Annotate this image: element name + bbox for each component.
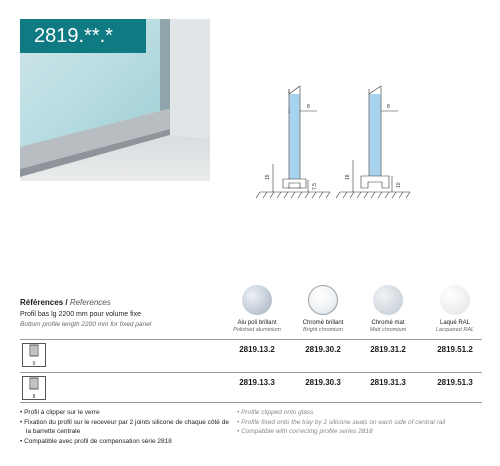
reference-code: 2819.30.3 bbox=[305, 378, 341, 387]
diagram-1-dim-top: 8 bbox=[307, 104, 310, 110]
references-description-fr: Profil bas lg 2200 mm pour volume fixe bbox=[20, 311, 141, 318]
finish-swatch-matt-chromium bbox=[373, 285, 403, 315]
diagram-profile-8 bbox=[336, 86, 410, 198]
glass-profile-icon bbox=[23, 344, 45, 360]
features-list-en bbox=[237, 408, 447, 437]
diagram-1-dim-right: 7,5 bbox=[312, 183, 318, 190]
diagram-2-dim-right: 10 bbox=[396, 182, 402, 188]
profile-icon-6 bbox=[22, 343, 46, 367]
product-reference-badge: 2819.**.* bbox=[20, 19, 146, 53]
profile-number: 6 bbox=[32, 361, 36, 367]
diagram-2-dim-top: 8 bbox=[387, 104, 390, 110]
table-divider bbox=[20, 339, 482, 340]
finish-label-2: Chromé brillant bbox=[302, 320, 344, 326]
feature-item: • Profil à clipper sur le verre bbox=[20, 409, 100, 416]
diagram-2-dim-left: 18 bbox=[345, 174, 351, 180]
feature-item: • Compatible avec profil de compensation série 2818 bbox=[20, 437, 172, 445]
finish-label-1-en: Polished aluminium bbox=[233, 327, 281, 333]
profile-number: 8 bbox=[32, 394, 36, 400]
reference-code: 2819.51.2 bbox=[437, 345, 473, 354]
reference-code: 2819.31.2 bbox=[370, 345, 406, 354]
reference-code: 2819.31.3 bbox=[370, 378, 406, 387]
feature-item: • Fixation du profil sur le receveur par 2 joints silicone de chaque côté de la barrette centrale bbox=[20, 418, 229, 435]
feature-item: • Profile clipped onto glass bbox=[237, 409, 314, 416]
reference-code: 2819.13.2 bbox=[239, 345, 275, 354]
feature-item: • Profile fixed onto the tray by 2 silicone seals on each side of central rail bbox=[237, 418, 446, 426]
table-divider bbox=[20, 372, 482, 373]
finish-label-4: Laqué RAL bbox=[439, 320, 471, 326]
finish-swatch-polished-aluminium bbox=[242, 285, 272, 315]
reference-code: 2819.30.2 bbox=[305, 345, 341, 354]
profile-icon-8 bbox=[22, 376, 46, 400]
reference-code: 2819.13.3 bbox=[239, 378, 275, 387]
feature-item: • Compatible with correcting profile series 2818 bbox=[237, 428, 373, 435]
reference-code: 2819.51.3 bbox=[437, 378, 473, 387]
finish-label-3: Chromé mat bbox=[371, 320, 405, 326]
cross-section-diagrams bbox=[245, 84, 425, 214]
finish-label-3-en: Matt chromium bbox=[369, 327, 407, 333]
finish-swatch-lacquered-ral bbox=[440, 285, 470, 315]
diagram-profile-6 bbox=[256, 86, 330, 198]
references-title: Références / References bbox=[20, 298, 111, 307]
finish-swatch-bright-chromium bbox=[308, 285, 338, 315]
finish-label-4-en: Lacquered RAL bbox=[435, 327, 475, 333]
features-list-fr bbox=[20, 408, 230, 446]
finish-label-1: Alu poli brillant bbox=[237, 320, 277, 326]
diagram-1-dim-left: 15 bbox=[265, 174, 271, 180]
references-description-en: Bottom profile length 2200 mm for fixed panel bbox=[20, 321, 152, 328]
glass-profile-icon bbox=[23, 377, 45, 393]
table-divider bbox=[20, 402, 482, 403]
finish-label-2-en: Bright chromium bbox=[302, 327, 344, 333]
